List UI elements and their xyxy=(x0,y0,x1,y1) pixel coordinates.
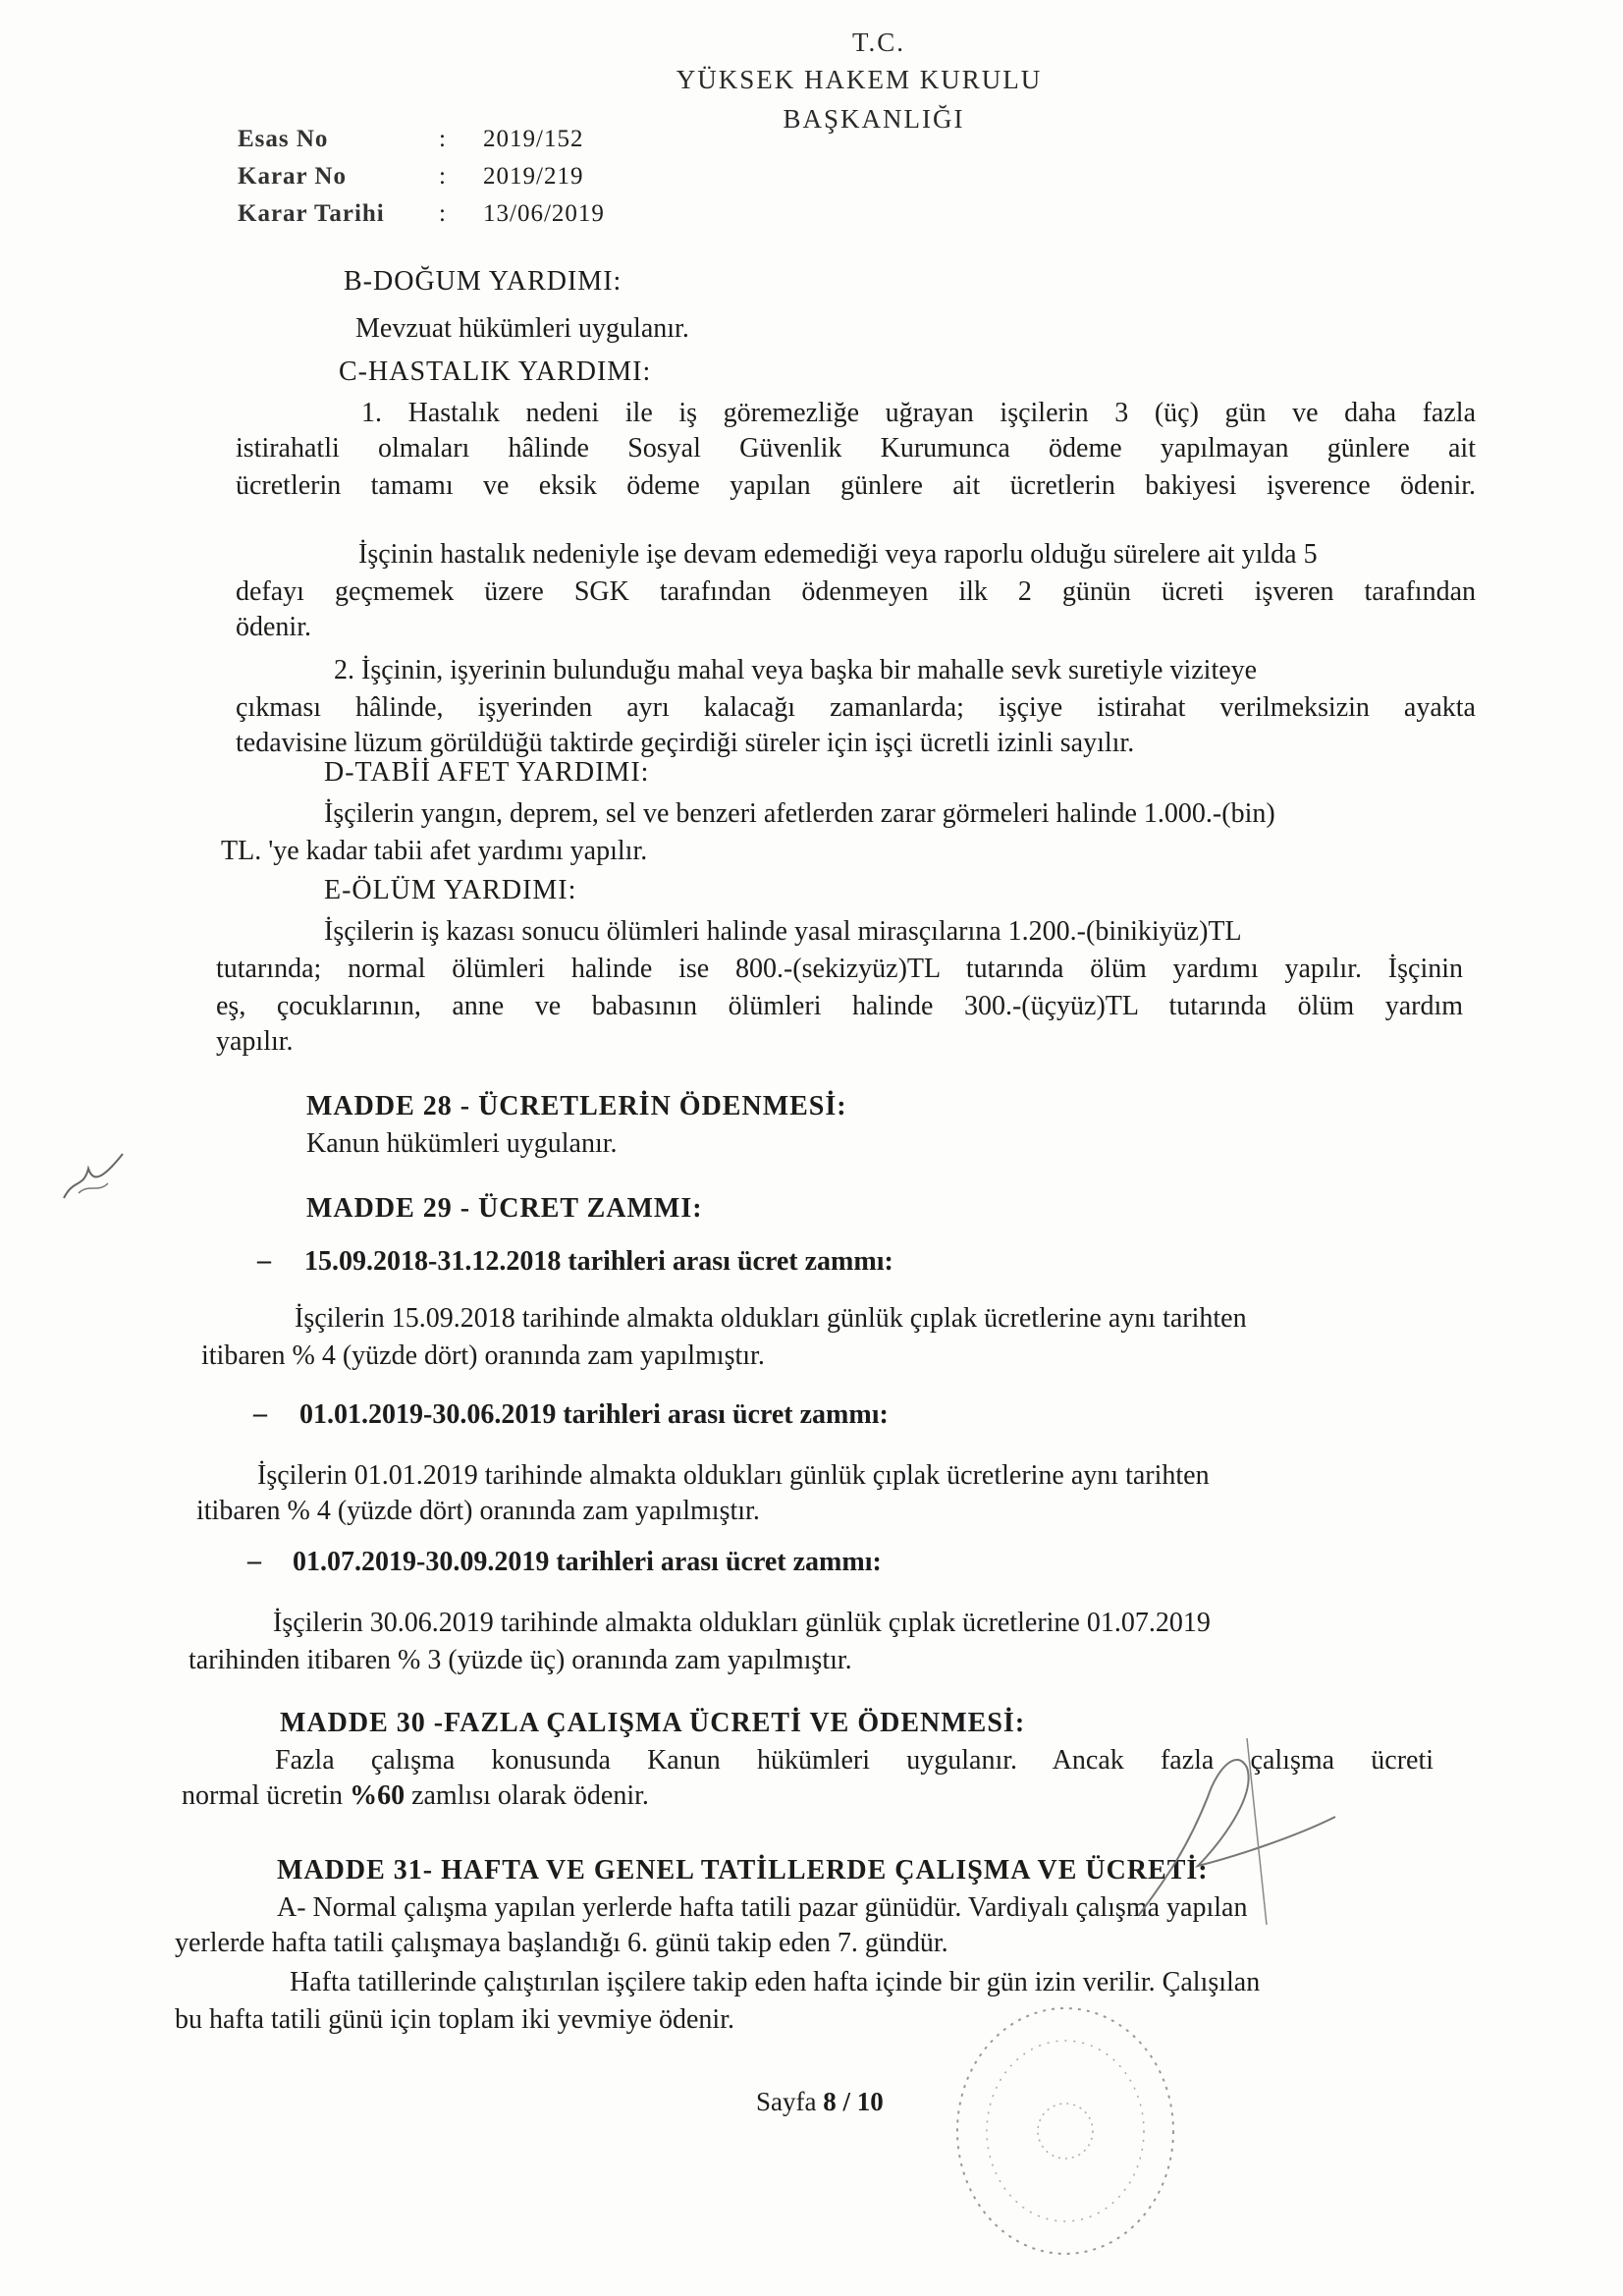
section-b-text: Mevzuat hükümleri uygulanır. xyxy=(355,313,689,344)
meta-tarih-value: 13/06/2019 xyxy=(483,200,605,227)
header-institution: YÜKSEK HAKEM KURULU xyxy=(676,65,1043,94)
section-c2-line2: çıkması hâlinde, işyerinden ayrı kalacağı zamanlarda; işçiye istirahat verilmeksizin ayakta xyxy=(236,692,1476,723)
section-c1-line6: ödenir. xyxy=(236,612,311,642)
margin-initials-mark xyxy=(59,1149,128,1208)
section-d-title: D-TABİİ AFET YARDIMI: xyxy=(324,757,650,788)
meta-esas-value: 2019/152 xyxy=(483,126,584,152)
meta-tarih-label: Karar Tarihi xyxy=(238,200,385,227)
raise-2-title: 01.01.2019-30.06.2019 tarihleri arası ücret zammı: xyxy=(299,1399,889,1430)
madde-30-line1: Fazla çalışma konusunda Kanun hükümleri uygulanır. Ancak fazla çalışma ücreti xyxy=(275,1745,1434,1776)
header-presidency: BAŞKANLIĞI xyxy=(783,104,965,134)
raise-2-line2: itibaren % 4 (yüzde dört) oranında zam yapılmıştır. xyxy=(196,1496,760,1526)
madde-31-title: MADDE 31- HAFTA VE GENEL TATİLLERDE ÇALIŞMA VE ÜCRETİ: xyxy=(277,1855,1209,1886)
madde-31-line3: Hafta tatillerinde çalıştırılan işçilere takip eden hafta içinde bir gün izin verilir. Çalışılan xyxy=(290,1967,1261,1997)
raise-2-line1: İşçilerin 01.01.2019 tarihinde almakta oldukları günlük çıplak ücretlerine aynı tarihten xyxy=(257,1460,1210,1491)
section-b-title: B-DOĞUM YARDIMI: xyxy=(344,266,622,297)
section-c-title: C-HASTALIK YARDIMI: xyxy=(339,356,652,387)
meta-karar-label: Karar No xyxy=(238,163,347,190)
section-c2-line1: 2. İşçinin, işyerinin bulunduğu mahal veya başka bir mahalle sevk suretiyle viziteye xyxy=(334,655,1258,685)
raise-3-line2: tarihinden itibaren % 3 (yüzde üç) oranında zam yapılmıştır. xyxy=(189,1645,852,1675)
bullet-dash: – xyxy=(253,1398,267,1429)
section-c1-line4: İşçinin hastalık nedeniyle işe devam edemediği veya raporlu olduğu sürelere ait yılda 5 xyxy=(358,539,1318,570)
page-total: 10 xyxy=(856,2087,884,2116)
meta-separator: : xyxy=(439,163,446,190)
section-d-line1: İşçilerin yangın, deprem, sel ve benzeri afetlerden zarar görmeleri halinde 1.000.-(bin) xyxy=(324,798,1275,829)
bullet-dash: – xyxy=(247,1546,261,1576)
signature-mark xyxy=(1100,1728,1355,1925)
page-label: Sayfa xyxy=(756,2087,817,2116)
madde-30-title: MADDE 30 -FAZLA ÇALIŞMA ÜCRETİ VE ÖDENMESİ: xyxy=(280,1708,1026,1738)
section-d-line2: TL. 'ye kadar tabii afet yardımı yapılır. xyxy=(221,836,648,866)
section-e-line2: tutarında; normal ölümleri halinde ise 800.-(sekizyüz)TL tutarında ölüm yardımı yapılır. İşçinin xyxy=(216,954,1463,984)
bullet-dash: – xyxy=(257,1245,271,1276)
raise-3-line1: İşçilerin 30.06.2019 tarihinde almakta oldukları günlük çıplak ücretlerine 01.07.2019 xyxy=(273,1608,1211,1638)
madde-31-line4: bu hafta tatili günü için toplam iki yevmiye ödenir. xyxy=(175,2004,734,2035)
madde-30-line2-part3: zamlısı olarak ödenir. xyxy=(405,1780,649,1811)
section-e-title: E-ÖLÜM YARDIMI: xyxy=(324,875,577,905)
meta-karar-value: 2019/219 xyxy=(483,163,584,190)
section-c1-line1: 1. Hastalık nedeni ile iş göremezliğe uğrayan işçilerin 3 (üç) gün ve daha fazla xyxy=(361,398,1476,428)
madde-29-title: MADDE 29 - ÜCRET ZAMMI: xyxy=(306,1193,703,1224)
section-c2-line3: tedavisine lüzum görüldüğü taktirde geçirdiği süreler için işçi ücretli izinli sayılır. xyxy=(236,728,1135,758)
raise-1-title: 15.09.2018-31.12.2018 tarihleri arası ücret zammı: xyxy=(304,1246,893,1277)
section-e-line3: eş, çocuklarının, anne ve babasının ölümleri halinde 300.-(üçyüz)TL tutarında ölüm yardım xyxy=(216,991,1463,1021)
raise-1-line1: İşçilerin 15.09.2018 tarihinde almakta oldukları günlük çıplak ücretlerine aynı tarihten xyxy=(295,1303,1247,1334)
header-tc: T.C. xyxy=(852,27,905,57)
section-c1-line3: ücretlerin tamamı ve eksik ödeme yapılan günlere ait ücretlerin bakiyesi işverence ödenir. xyxy=(236,470,1476,501)
madde-30-line2-part1: normal ücretin xyxy=(182,1780,351,1811)
page-number xyxy=(756,2087,884,2117)
official-stamp-seal xyxy=(943,1994,1188,2269)
madde-28-text: Kanun hükümleri uygulanır. xyxy=(306,1128,618,1159)
raise-1-line2: itibaren % 4 (yüzde dört) oranında zam yapılmıştır. xyxy=(201,1340,765,1371)
raise-3-title: 01.07.2019-30.09.2019 tarihleri arası ücret zammı: xyxy=(293,1547,882,1577)
meta-separator: : xyxy=(439,126,446,152)
section-c1-line5: defayı geçmemek üzere SGK tarafından ödenmeyen ilk 2 günün ücreti işveren tarafından xyxy=(236,576,1476,607)
section-e-line1: İşçilerin iş kazası sonucu ölümleri halinde yasal mirasçılarına 1.200.-(binikiyüz)TL xyxy=(324,916,1242,947)
page-current: 8 xyxy=(823,2087,837,2116)
madde-28-title: MADDE 28 - ÜCRETLERİN ÖDENMESİ: xyxy=(306,1091,847,1121)
section-e-line4: yapılır. xyxy=(216,1026,294,1057)
meta-esas-label: Esas No xyxy=(238,126,329,152)
madde-31-line1: A- Normal çalışma yapılan yerlerde hafta tatili pazar günüdür. Vardiyalı çalışma yapılan xyxy=(277,1892,1248,1923)
meta-separator: : xyxy=(439,200,446,227)
page-separator: / xyxy=(836,2087,857,2116)
madde-30-rate: %60 xyxy=(350,1780,406,1811)
madde-31-line2: yerlerde hafta tatili çalışmaya başlandığı 6. günü takip eden 7. gündür. xyxy=(175,1928,948,1958)
section-c1-line2: istirahatli olmaları hâlinde Sosyal Güvenlik Kurumunca ödeme yapılmayan günlere ait xyxy=(236,433,1476,464)
madde-30-line2 xyxy=(182,1779,649,1813)
